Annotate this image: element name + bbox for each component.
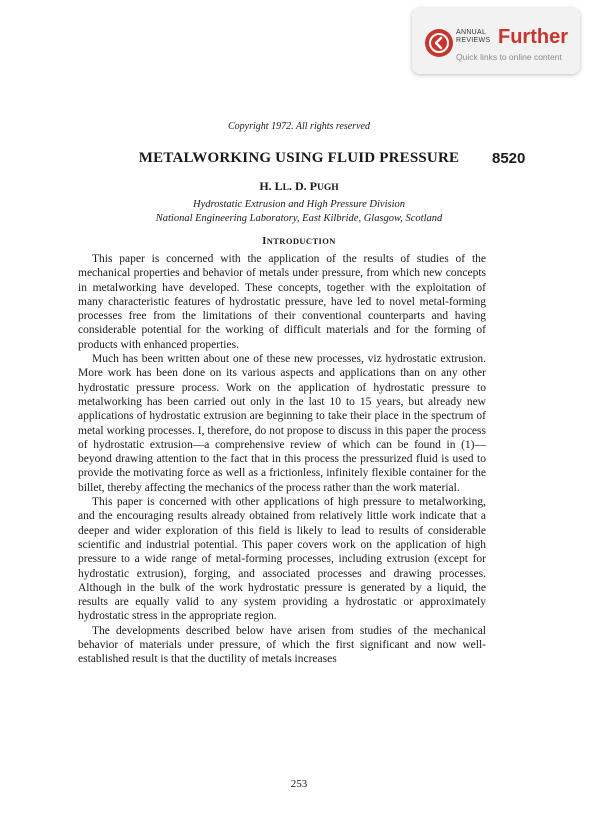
banner-annual-reviews-text	[456, 29, 490, 45]
affiliation-line-2: National Engineering Laboratory, East Kilbride, Glasgow, Scotland	[155, 213, 443, 224]
article-title: METALWORKING USING FLUID PRESSURE	[138, 150, 460, 166]
annual-reviews-logo-icon	[425, 29, 453, 57]
author-name: H. LL. D. PUGH	[259, 179, 339, 193]
paragraph: This paper is concerned with other applications of high pressure to metalworking, and the encouraging results already obtained from relatively little work indicate that a deeper and wider exploration of this field is likely to lead to results of considerable scientific and industrial potential. This paper covers work on the application of high pressure to a wide range of metal-forming processes, including extrusion (except for hydrostatic extrusion), forging, and associated processes and drawing processes. Although in the bulk of the work hydrostatic pressure is generated by a liquid, the results are equally valid to any system providing a hydrostatic or approximately hydrostatic stress in the appropriate region.	[78, 496, 486, 623]
page-number: 253	[290, 778, 308, 790]
paragraph: The developments described below have arisen from studies of the mechanical behavior of materials under pressure, of which the first significant and now well-established result is that the ductility of metals increases	[78, 624, 486, 666]
banner-reviews: REVIEWS	[456, 37, 491, 44]
paragraph: This paper is concerned with the application of the results of studies of the mechanical properties and behavior of metals under pressure, from which new concepts in metalworking have developed. These concepts, together with the exploitation of many characteristic features of hydrostatic pressure, have led to novel metal-forming processes free from the limitations of their conventional counterparts and having considerable potential for the working of difficult materials and for the forming of products with enhanced properties.	[78, 253, 486, 351]
annual-reviews-further-banner[interactable]	[412, 8, 580, 74]
banner-quick-links[interactable]: Quick links to online content	[456, 52, 562, 62]
copyright-notice: Copyright 1972. All rights reserved	[228, 121, 370, 132]
article-number: 8520	[492, 150, 526, 167]
banner-further: Further	[498, 26, 568, 48]
banner-annual: ANNUAL	[456, 29, 487, 36]
section-heading: INTRODUCTION	[262, 236, 336, 247]
body-text	[78, 252, 486, 667]
paragraph: Much has been written about one of these new processes, viz hydrostatic extrusion. More work has been done on its various aspects and applications than on any other hydrostatic pressure process. Work on the application of hydrostatic pressure to metalworking has been carried out only in the last 10 to 15 years, but already new applications of hydrostatic extrusion are beginning to take their place in the spectrum of metal working processes. I, therefore, do not propose to discuss in this paper the process of hydrostatic extrusion—a comprehensive review of which can be found in (1)—beyond drawing attention to the fact that in this process the pressurized fluid is used to provide the motivating force as well as a frictionless, infinitely flexible container for the billet, thereby affecting the mechanics of the process rather than the work material.	[78, 353, 486, 494]
affiliation-line-1: Hydrostatic Extrusion and High Pressure Division	[192, 199, 406, 210]
